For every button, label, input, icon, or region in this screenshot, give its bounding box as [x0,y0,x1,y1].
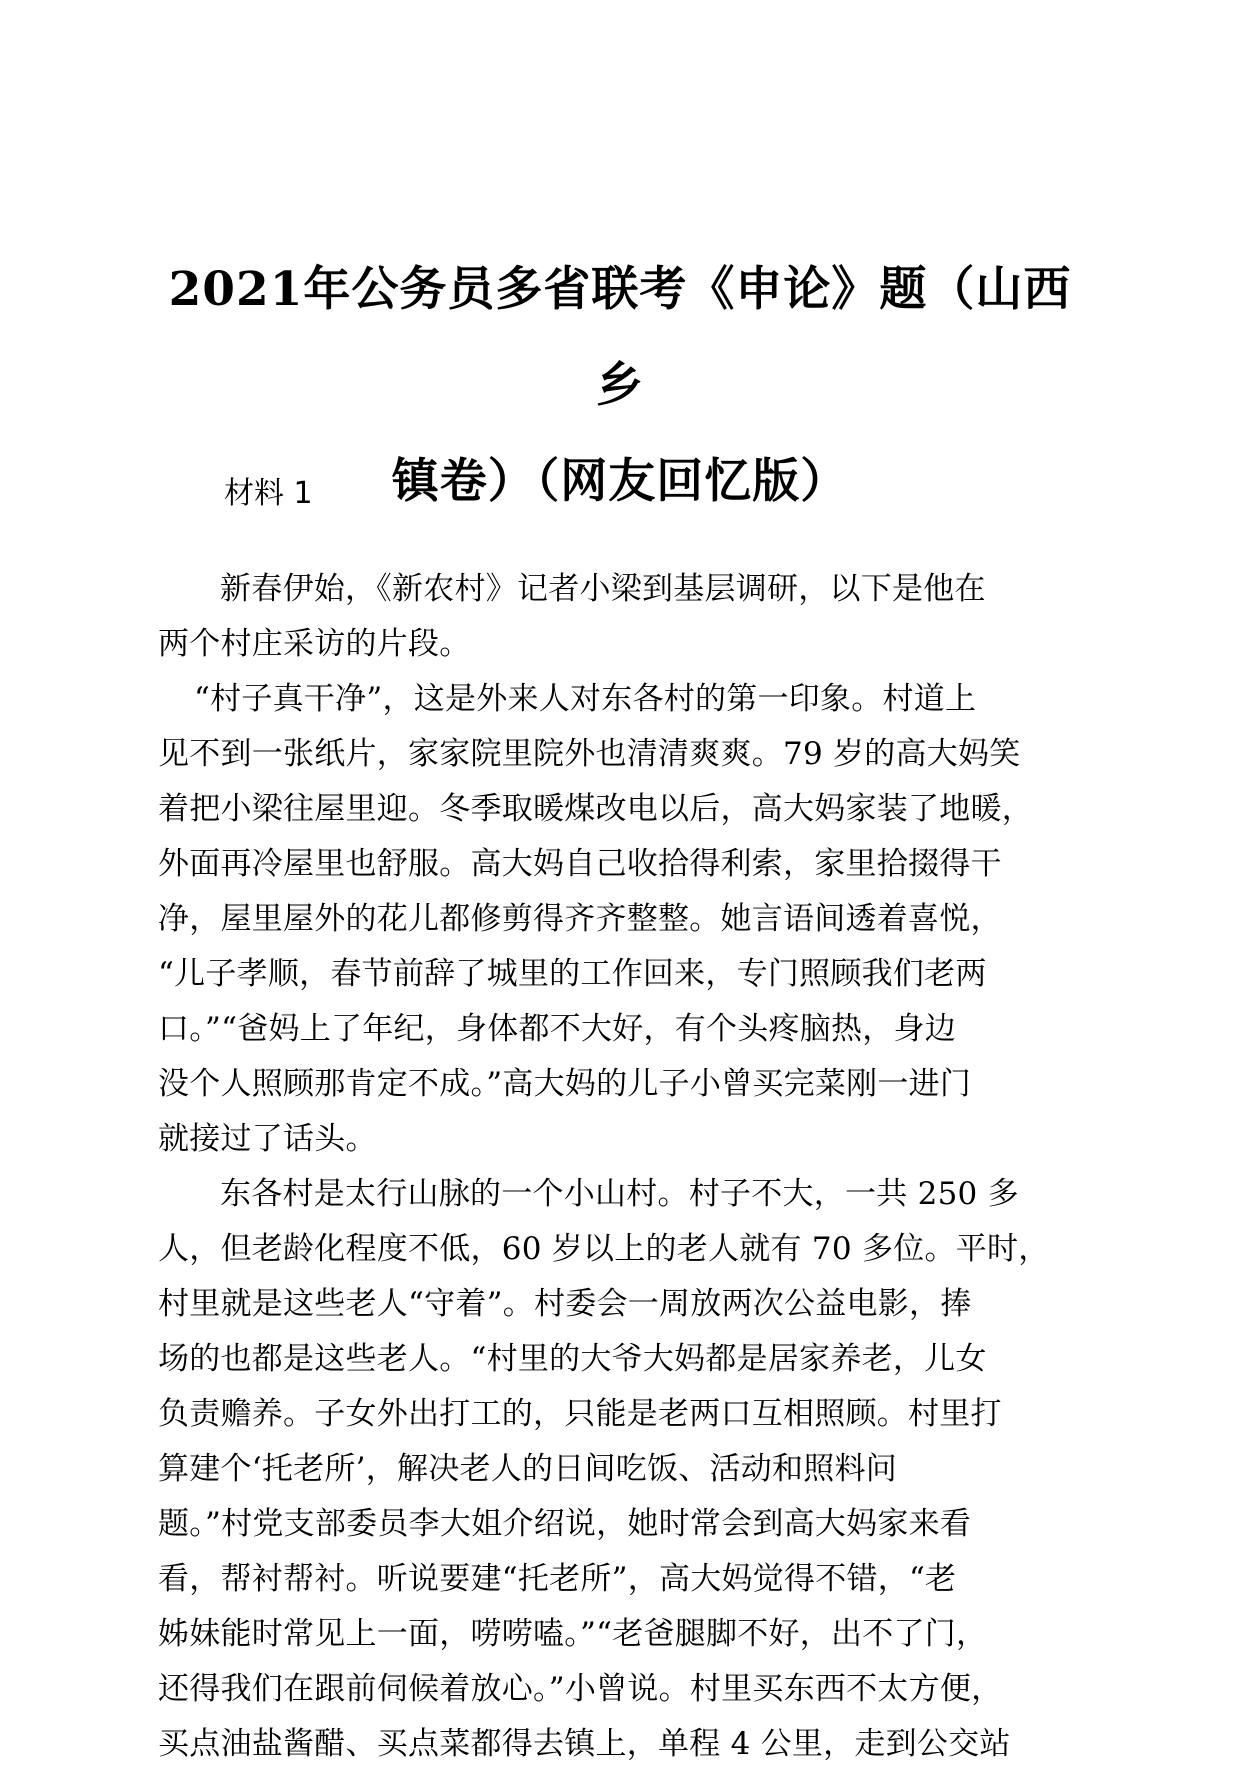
text-line: 算建个‘托老所’，解决老人的日间吃饭、活动和照料问 [158,1451,897,1487]
text-line: 场的也都是这些老人。“村里的大爷大妈都是居家养老，儿女 [158,1341,987,1377]
text-line: 姊妹能时常见上一面，唠唠嗑。”“老爸腿脚不好，出不了门， [158,1616,988,1652]
text-line: 口。”“爸妈上了年纪，身体都不大好，有个头疼脑热，身边 [158,1011,956,1047]
text-line: 净，屋里屋外的花儿都修剪得齐齐整整。她言语间透着喜悦， [158,901,1002,937]
text-line: 就接过了话头。 [158,1121,377,1157]
text-line: “儿子孝顺，春节前辞了城里的工作回来，专门照顾我们老两 [158,956,987,992]
text-line: 看，帮衬帮衬。听说要建“托老所”，高大妈觉得不错，“老 [158,1561,957,1597]
text-line: 东各村是太行山脉的一个小山村。村子不大，一共 250 多 [220,1176,1019,1212]
text-line: 还得我们在跟前伺候着放心。”小曾说。村里买东西不太方便， [158,1671,1003,1707]
text-line: 见不到一张纸片，家家院里院外也清清爽爽。79 岁的高大妈笑 [158,736,1021,772]
text-line: 着把小梁往屋里迎。冬季取暖煤改电以后，高大妈家装了地暖， [158,791,1033,827]
text-line: 没个人照顾那肯定不成。”高大妈的儿子小曾买完菜刚一进门 [158,1066,972,1102]
body-text [158,562,1082,1772]
text-line: 外面再冷屋里也舒服。高大妈自己收拾得利索，家里拾掇得干 [158,846,1002,882]
text-line: 买点油盐酱醋、买点菜都得去镇上，单程 4 公里，走到公交站 [158,1726,1011,1762]
section-label: 材料 1 [224,476,313,511]
text-line: “村子真干净”，这是外来人对东各村的第一印象。村道上 [194,681,977,717]
text-line: 题。”村党支部委员李大姐介绍说，她时常会到高大妈家来看 [158,1506,972,1542]
text-line: 新春伊始，《新农村》记者小梁到基层调研，以下是他在 [220,571,986,607]
text-line: 村里就是这些老人“守着”。村委会一周放两次公益电影，捧 [158,1286,972,1322]
document-title: 2021年公务员多省联考《申论》题（山西乡 镇卷）（网友回忆版） [168,262,1072,509]
text-line: 两个村庄采访的片段。 [158,626,471,662]
text-line: 负责赡养。子女外出打工的，只能是老两口互相照顾。村里打 [158,1396,1002,1432]
text-line: 人，但老龄化程度不低，60 岁以上的老人就有 70 多位。平时， [158,1231,1050,1267]
